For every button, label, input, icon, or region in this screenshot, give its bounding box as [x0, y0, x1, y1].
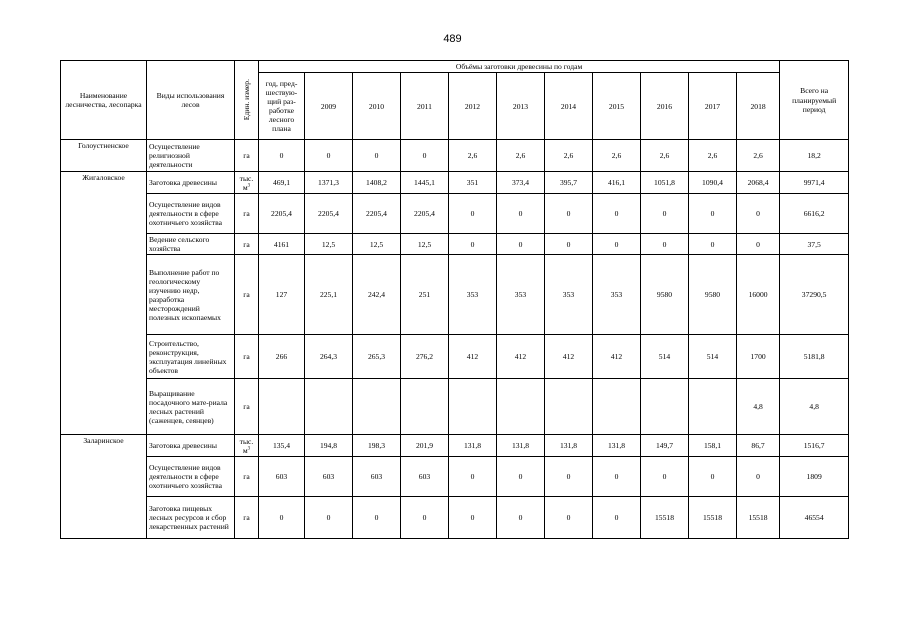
total-cell: 1809 [780, 457, 849, 497]
unit-text: га [243, 402, 250, 412]
value-cell: 0 [593, 497, 641, 539]
value-cell: 251 [401, 255, 449, 335]
value-cell: 0 [641, 457, 689, 497]
unit-text: га [243, 239, 250, 249]
value-cell: 201,9 [401, 435, 449, 457]
total-cell: 4,8 [780, 379, 849, 435]
value-cell: 0 [497, 194, 545, 234]
unit-cell [235, 172, 259, 194]
value-cell: 469,1 [259, 172, 305, 194]
value-cell: 412 [593, 335, 641, 379]
value-cell: 15518 [641, 497, 689, 539]
header-name: Наименование лесничества, лесопарка [61, 61, 147, 140]
value-cell: 2205,4 [305, 194, 353, 234]
value-cell: 0 [353, 140, 401, 172]
header-group-title: Объёмы заготовки древесины по годам [259, 61, 780, 73]
value-cell: 1700 [737, 335, 780, 379]
value-cell: 412 [497, 335, 545, 379]
value-cell: 2205,4 [353, 194, 401, 234]
value-cell: 1371,3 [305, 172, 353, 194]
value-cell: 264,3 [305, 335, 353, 379]
value-cell: 0 [497, 457, 545, 497]
value-cell: 0 [449, 497, 497, 539]
value-cell: 353 [545, 255, 593, 335]
value-cell: 603 [259, 457, 305, 497]
use-type-cell: Осуществление видов деятельности в сфере охотничьего хозяйства [147, 194, 235, 234]
unit-superscript: 3 [247, 183, 251, 189]
unit-cell [235, 234, 259, 255]
value-cell: 514 [689, 335, 737, 379]
header-year: 2018 [737, 73, 780, 140]
value-cell: 0 [497, 234, 545, 255]
value-cell: 265,3 [353, 335, 401, 379]
value-cell [545, 379, 593, 435]
use-type-cell: Выполнение работ по геологическому изучению недр, разработка месторождений полезных ископаемых [147, 255, 235, 335]
value-cell: 149,7 [641, 435, 689, 457]
value-cell: 131,8 [449, 435, 497, 457]
value-cell: 0 [737, 457, 780, 497]
value-cell: 194,8 [305, 435, 353, 457]
value-cell: 0 [689, 194, 737, 234]
value-cell: 9580 [641, 255, 689, 335]
value-cell: 158,1 [689, 435, 737, 457]
value-cell: 0 [545, 194, 593, 234]
header-year: 2014 [545, 73, 593, 140]
unit-cell [235, 497, 259, 539]
value-cell: 12,5 [353, 234, 401, 255]
unit-cell [235, 457, 259, 497]
value-cell: 353 [593, 255, 641, 335]
use-type-cell: Заготовка древесины [147, 172, 235, 194]
value-cell: 2,6 [593, 140, 641, 172]
table-body [61, 140, 849, 539]
value-cell: 266 [259, 335, 305, 379]
header-year: 2015 [593, 73, 641, 140]
value-cell: 0 [545, 457, 593, 497]
header-year: 2017 [689, 73, 737, 140]
header-unit-text: Един. измер. [241, 79, 251, 121]
unit-text: га [243, 290, 250, 300]
value-cell: 514 [641, 335, 689, 379]
value-cell: 2068,4 [737, 172, 780, 194]
value-cell: 4,8 [737, 379, 780, 435]
value-cell [305, 379, 353, 435]
value-cell: 0 [689, 457, 737, 497]
value-cell: 1051,8 [641, 172, 689, 194]
value-cell: 225,1 [305, 255, 353, 335]
header-total: Всего на планируемый период [780, 61, 849, 140]
value-cell [259, 379, 305, 435]
table-row [61, 335, 849, 379]
unit-text: га [243, 151, 250, 161]
value-cell: 0 [259, 497, 305, 539]
value-cell: 4161 [259, 234, 305, 255]
value-cell: 412 [545, 335, 593, 379]
table-row [61, 255, 849, 335]
total-cell: 9971,4 [780, 172, 849, 194]
forestry-name-cell: Заларинское [61, 435, 147, 539]
value-cell: 0 [259, 140, 305, 172]
value-cell: 2205,4 [259, 194, 305, 234]
value-cell: 416,1 [593, 172, 641, 194]
forest-use-table [60, 60, 849, 539]
value-cell: 603 [401, 457, 449, 497]
total-cell: 18,2 [780, 140, 849, 172]
value-cell: 0 [449, 234, 497, 255]
value-cell: 0 [641, 194, 689, 234]
unit-cell [235, 379, 259, 435]
use-type-cell: Осуществление видов деятельности в сфере охотничьего хозяйства [147, 457, 235, 497]
use-type-cell: Строительство, реконструкция, эксплуатация линейных объектов [147, 335, 235, 379]
value-cell: 353 [497, 255, 545, 335]
value-cell: 0 [497, 497, 545, 539]
header-year: 2010 [353, 73, 401, 140]
table-row [61, 194, 849, 234]
value-cell: 242,4 [353, 255, 401, 335]
total-cell: 5181,8 [780, 335, 849, 379]
value-cell: 15518 [689, 497, 737, 539]
use-type-cell: Осуществление религиозной деятельности [147, 140, 235, 172]
total-cell: 46554 [780, 497, 849, 539]
header-year: 2016 [641, 73, 689, 140]
unit-text: га [243, 472, 250, 482]
table-row [61, 435, 849, 457]
value-cell: 0 [593, 194, 641, 234]
unit-text: га [243, 209, 250, 219]
value-cell: 353 [449, 255, 497, 335]
value-cell: 0 [641, 234, 689, 255]
value-cell [593, 379, 641, 435]
value-cell: 2,6 [545, 140, 593, 172]
value-cell: 9580 [689, 255, 737, 335]
value-cell: 0 [737, 234, 780, 255]
value-cell: 0 [353, 497, 401, 539]
value-cell: 0 [545, 234, 593, 255]
value-cell: 0 [401, 497, 449, 539]
table-row [61, 497, 849, 539]
unit-cell [235, 194, 259, 234]
value-cell: 135,4 [259, 435, 305, 457]
value-cell: 131,8 [593, 435, 641, 457]
value-cell: 0 [449, 194, 497, 234]
table-row [61, 379, 849, 435]
value-cell [449, 379, 497, 435]
unit-text: тыс. м [239, 173, 254, 192]
value-cell: 2205,4 [401, 194, 449, 234]
value-cell: 276,2 [401, 335, 449, 379]
value-cell: 2,6 [737, 140, 780, 172]
value-cell: 15518 [737, 497, 780, 539]
unit-cell [235, 255, 259, 335]
total-cell: 37290,5 [780, 255, 849, 335]
unit-cell [235, 140, 259, 172]
header-year: 2013 [497, 73, 545, 140]
forestry-name-cell: Голоустненское [61, 140, 147, 172]
value-cell: 0 [305, 140, 353, 172]
table-row [61, 140, 849, 172]
value-cell: 12,5 [305, 234, 353, 255]
value-cell [641, 379, 689, 435]
use-type-cell: Ведение сельского хозяйства [147, 234, 235, 255]
unit-text: тыс. м [239, 436, 254, 455]
unit-text: га [243, 513, 250, 523]
unit-cell [235, 435, 259, 457]
value-cell: 2,6 [689, 140, 737, 172]
value-cell: 2,6 [497, 140, 545, 172]
header-year: 2009 [305, 73, 353, 140]
value-cell: 412 [449, 335, 497, 379]
value-cell: 1090,4 [689, 172, 737, 194]
value-cell: 1445,1 [401, 172, 449, 194]
use-type-cell: Заготовка древесины [147, 435, 235, 457]
value-cell: 351 [449, 172, 497, 194]
value-cell: 395,7 [545, 172, 593, 194]
table-row [61, 234, 849, 255]
header-unit [235, 61, 259, 140]
value-cell: 12,5 [401, 234, 449, 255]
unit-cell [235, 335, 259, 379]
forestry-name-cell: Жигаловское [61, 172, 147, 435]
total-cell: 37,5 [780, 234, 849, 255]
use-type-cell: Выращивание посадочного мате-риала лесных растений (саженцев, сеянцев) [147, 379, 235, 435]
value-cell: 1408,2 [353, 172, 401, 194]
table-header [61, 61, 849, 140]
value-cell: 0 [305, 497, 353, 539]
value-cell: 198,3 [353, 435, 401, 457]
value-cell: 0 [689, 234, 737, 255]
table-row [61, 172, 849, 194]
value-cell: 603 [353, 457, 401, 497]
value-cell: 2,6 [449, 140, 497, 172]
value-cell: 2,6 [641, 140, 689, 172]
value-cell: 127 [259, 255, 305, 335]
value-cell: 0 [593, 234, 641, 255]
value-cell: 603 [305, 457, 353, 497]
header-use: Виды использования лесов [147, 61, 235, 140]
unit-superscript: 3 [247, 446, 251, 452]
total-cell: 1516,7 [780, 435, 849, 457]
header-year: 2012 [449, 73, 497, 140]
value-cell [353, 379, 401, 435]
table-row [61, 457, 849, 497]
value-cell: 0 [545, 497, 593, 539]
value-cell: 131,8 [545, 435, 593, 457]
value-cell: 373,4 [497, 172, 545, 194]
value-cell: 16000 [737, 255, 780, 335]
value-cell [497, 379, 545, 435]
value-cell [401, 379, 449, 435]
value-cell: 0 [449, 457, 497, 497]
unit-text: га [243, 352, 250, 362]
value-cell: 0 [401, 140, 449, 172]
page-number: 489 [443, 33, 462, 45]
total-cell: 6616,2 [780, 194, 849, 234]
value-cell [689, 379, 737, 435]
value-cell: 0 [737, 194, 780, 234]
value-cell: 86,7 [737, 435, 780, 457]
use-type-cell: Заготовка пищевых лесных ресурсов и сбор лекарственных растений [147, 497, 235, 539]
value-cell: 131,8 [497, 435, 545, 457]
header-prev-year: год, пред-шествую-щий раз-работке лесного плана [259, 73, 305, 140]
header-year: 2011 [401, 73, 449, 140]
value-cell: 0 [593, 457, 641, 497]
